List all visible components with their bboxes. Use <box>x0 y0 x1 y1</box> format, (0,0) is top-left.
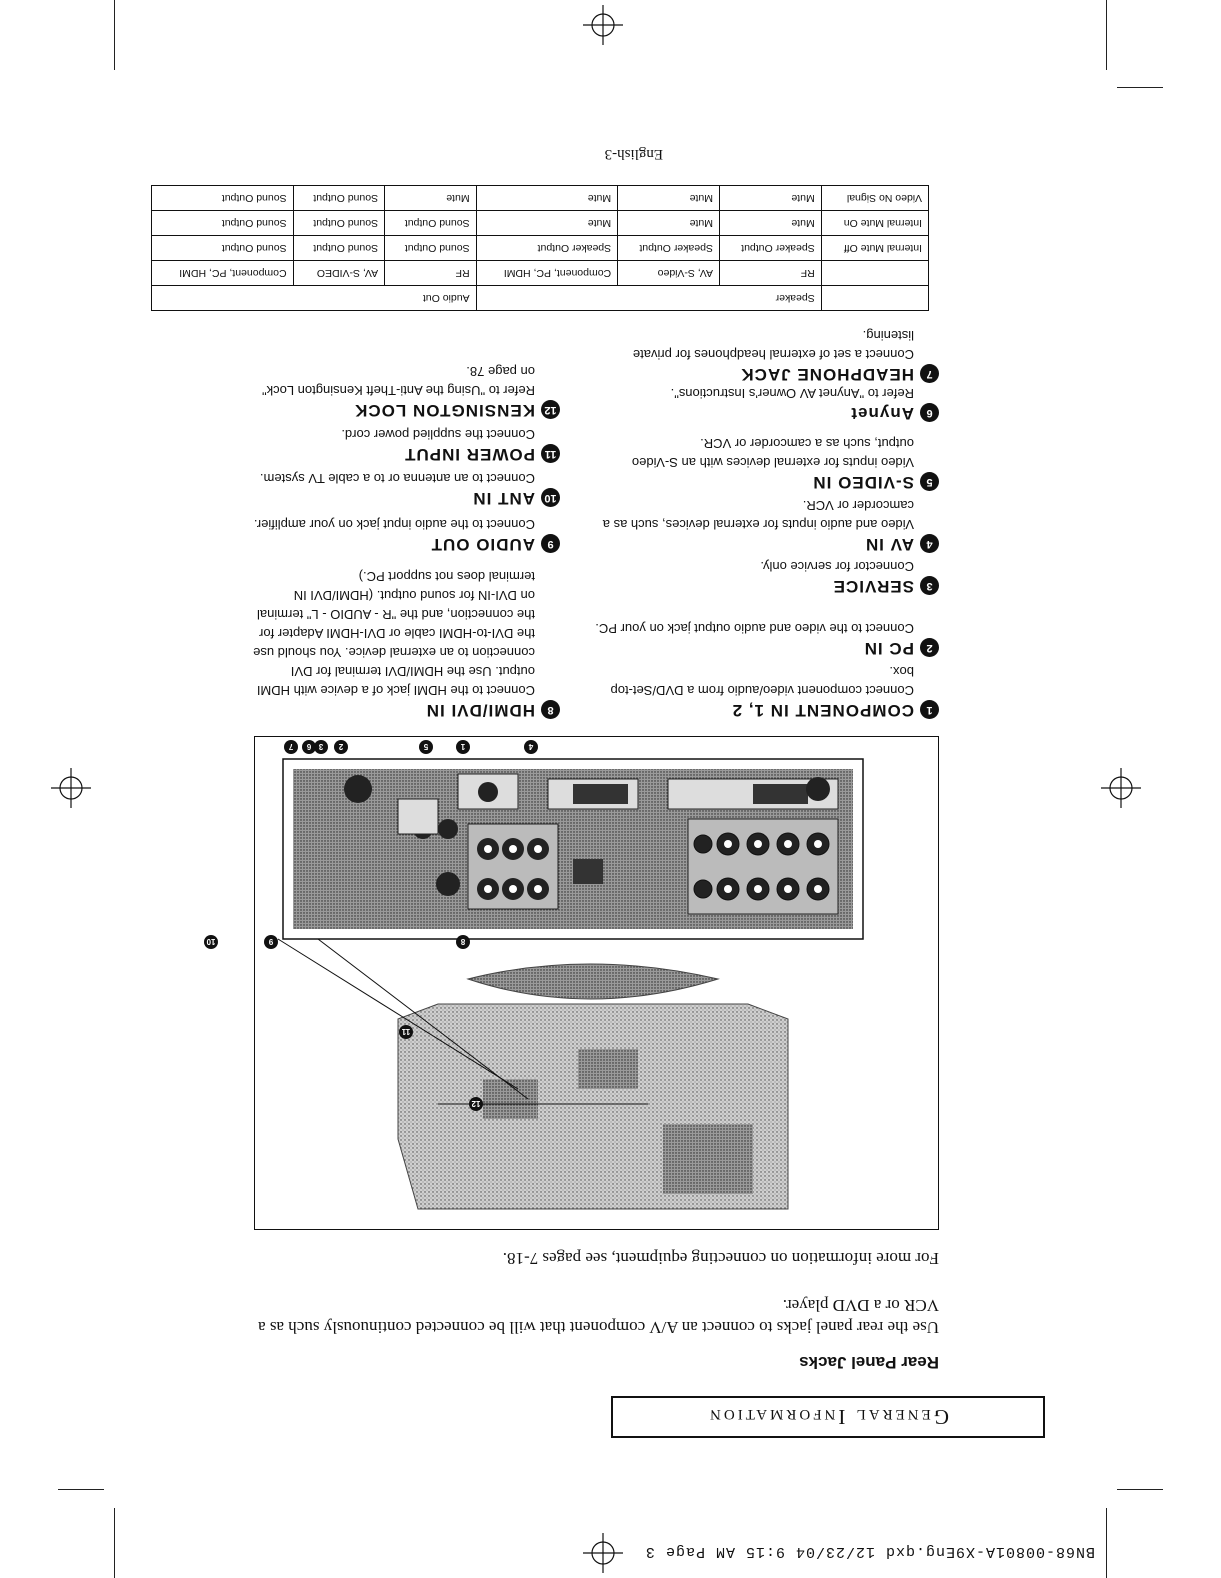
table-cell: Sound Output <box>152 186 294 211</box>
table-cell: Sound Output <box>385 211 477 236</box>
jack-item <box>589 434 939 492</box>
jack-number: 8 <box>541 701 560 720</box>
row-label: Internal Mute Off <box>821 236 928 261</box>
figure-callout: 11 <box>399 1025 413 1039</box>
figure-callout: 10 <box>204 935 218 949</box>
crop-mark <box>1106 0 1107 70</box>
registration-mark-icon <box>51 768 91 808</box>
jack-item <box>250 362 560 420</box>
jack-title: COMPONENT IN 1, 2 <box>731 701 914 720</box>
table-group-header-row <box>152 286 929 311</box>
jack-title: AV IN <box>864 535 914 554</box>
jack-description: Connect to the video and audio output jack on your PC. <box>595 621 914 636</box>
table-header-cell: RF <box>385 261 477 286</box>
table-row <box>152 186 929 211</box>
table-cell: Mute <box>476 186 618 211</box>
figure-callout: 2 <box>334 740 348 754</box>
jack-description: Connect to the audio input jack on your amplifier. <box>253 517 535 532</box>
crop-mark <box>58 1489 104 1490</box>
registration-mark-icon <box>583 1533 623 1573</box>
figure-callout: 8 <box>456 935 470 949</box>
jack-title: SERVICE <box>832 577 914 596</box>
jack-number: 7 <box>920 365 939 384</box>
table-header-cell: AV, S-VIDEO <box>293 261 385 286</box>
page-footer: English-3 <box>604 146 663 162</box>
jack-description: Connect to the HDMI jack of a device with HDMI output. Use the HDMI/DVI terminal for DVI connection to an external device. You should use the DVI-to-HDMI cable or DVI-HDMI Adapter for the connection, and the "R - AUDIO - L" terminal on DVI-IN for sound output. (HDMI/DVI IN terminal does not support PC.) <box>253 569 535 698</box>
jack-title: AUDIO OUT <box>430 535 535 554</box>
jack-number: 10 <box>541 489 560 508</box>
jack-item <box>589 619 939 658</box>
row-label: Internal Mute On <box>821 211 928 236</box>
jack-item <box>589 326 939 384</box>
table-header-cell <box>821 261 928 286</box>
audio-output-table <box>151 185 929 311</box>
jack-title: KENSINGTON LOCK <box>354 401 535 420</box>
jack-description: Connector for service only. <box>760 559 914 574</box>
rear-panel-figure <box>206 736 939 1230</box>
table-cell: Mute <box>618 211 720 236</box>
jack-description: Connect to an antenna or to a cable TV system. <box>259 471 535 486</box>
print-slug: BN68-00801A-X9Eng.qxd 12/23/04 9:15 AM Page 3 <box>644 1543 1095 1560</box>
jack-title: PC IN <box>863 639 914 658</box>
jack-number: 6 <box>920 404 939 423</box>
jack-item <box>589 384 939 423</box>
figure-callout: 9 <box>264 935 278 949</box>
jack-description: Connect component video/audio from a DVD/Set-top box. <box>610 664 914 698</box>
table-header-cell: Audio Out <box>152 286 477 311</box>
table-header-cell: Speaker <box>476 286 821 311</box>
jack-title: HEADPHONE JACK <box>740 365 914 384</box>
jack-item <box>250 425 560 464</box>
jack-item <box>250 567 560 720</box>
jack-number: 1 <box>920 701 939 720</box>
section-title: General Information <box>611 1396 1045 1438</box>
crop-mark <box>114 0 115 70</box>
jack-title: POWER INPUT <box>404 445 535 464</box>
table-cell: Mute <box>719 186 821 211</box>
table-cell: Sound Output <box>293 186 385 211</box>
crop-mark <box>1106 1508 1107 1578</box>
jack-description: Connect a set of external headphones for private listening. <box>632 328 914 362</box>
jack-description: Video and audio inputs for external devices, such as a camcorder or VCR. <box>602 498 914 532</box>
figure-callout: 7 <box>284 740 298 754</box>
registration-mark-icon <box>583 5 623 45</box>
jack-number: 12 <box>541 401 560 420</box>
figure-callout: 1 <box>456 740 470 754</box>
jack-description: Connect the supplied power cord. <box>341 427 535 442</box>
jack-description: Refer to "Using the Anti-Theft Kensington Lock" on page 78. <box>262 364 535 398</box>
table-cell: Speaker Output <box>719 236 821 261</box>
table-cell: Mute <box>719 211 821 236</box>
jack-number: 4 <box>920 535 939 554</box>
jack-description: Refer to "Anynet AV Owner's Instructions". <box>670 386 914 401</box>
figure-callout: 5 <box>419 740 433 754</box>
table-cell: Sound Output <box>152 236 294 261</box>
jack-description: Video inputs for external devices with an S-Video output, such as a camcorder or VCR. <box>631 436 914 470</box>
rear-panel-heading: Rear Panel Jacks <box>799 1353 939 1372</box>
table-row <box>152 236 929 261</box>
jack-number: 9 <box>541 535 560 554</box>
jack-item <box>250 469 560 508</box>
crop-mark <box>114 1508 115 1578</box>
figure-callout: 4 <box>524 740 538 754</box>
table-header-cell: RF <box>719 261 821 286</box>
table-header-cell: Component, PC, HDMI <box>476 261 618 286</box>
figure-callout: 12 <box>469 1097 483 1111</box>
jack-number: 3 <box>920 577 939 596</box>
figure-callout: 3 <box>314 740 328 754</box>
table-cell: Mute <box>385 186 477 211</box>
jack-number: 11 <box>541 445 560 464</box>
table-cell: Speaker Output <box>618 236 720 261</box>
jack-item <box>589 496 939 554</box>
table-header-cell <box>821 286 928 311</box>
jack-item <box>589 662 939 720</box>
jack-number: 2 <box>920 639 939 658</box>
row-label: Video No Signal <box>821 186 928 211</box>
table-cell: Mute <box>476 211 618 236</box>
jack-title: S-VIDEO IN <box>812 473 914 492</box>
more-info-text: For more information on connecting equipment, see pages 7-18. <box>502 1249 939 1268</box>
crop-mark <box>1117 1489 1163 1490</box>
crop-mark <box>1117 87 1163 88</box>
jack-title: Anynet <box>850 404 914 423</box>
jack-title: ANT IN <box>472 489 535 508</box>
jack-number: 5 <box>920 473 939 492</box>
rear-panel-illustration <box>253 735 938 1229</box>
table-cell: Sound Output <box>293 211 385 236</box>
table-cell: Sound Output <box>385 236 477 261</box>
registration-mark-icon <box>1101 768 1141 808</box>
table-cell: Mute <box>618 186 720 211</box>
table-row <box>152 211 929 236</box>
jack-item <box>589 557 939 596</box>
table-cell: Sound Output <box>293 236 385 261</box>
table-cell: Sound Output <box>152 211 294 236</box>
rear-panel-intro: Use the rear panel jacks to connect an A/V component that will be connected continuously such as a VCR or a DVD player. <box>258 1296 939 1337</box>
figure-callout: 6 <box>302 740 316 754</box>
table-header-cell: AV, S-Video <box>618 261 720 286</box>
table-header-cell: Component, PC, HDMI <box>152 261 294 286</box>
table-sub-header-row <box>152 261 929 286</box>
table-cell: Speaker Output <box>476 236 618 261</box>
jack-item <box>250 515 560 554</box>
jack-title: HDMI/DVI IN <box>425 701 535 720</box>
